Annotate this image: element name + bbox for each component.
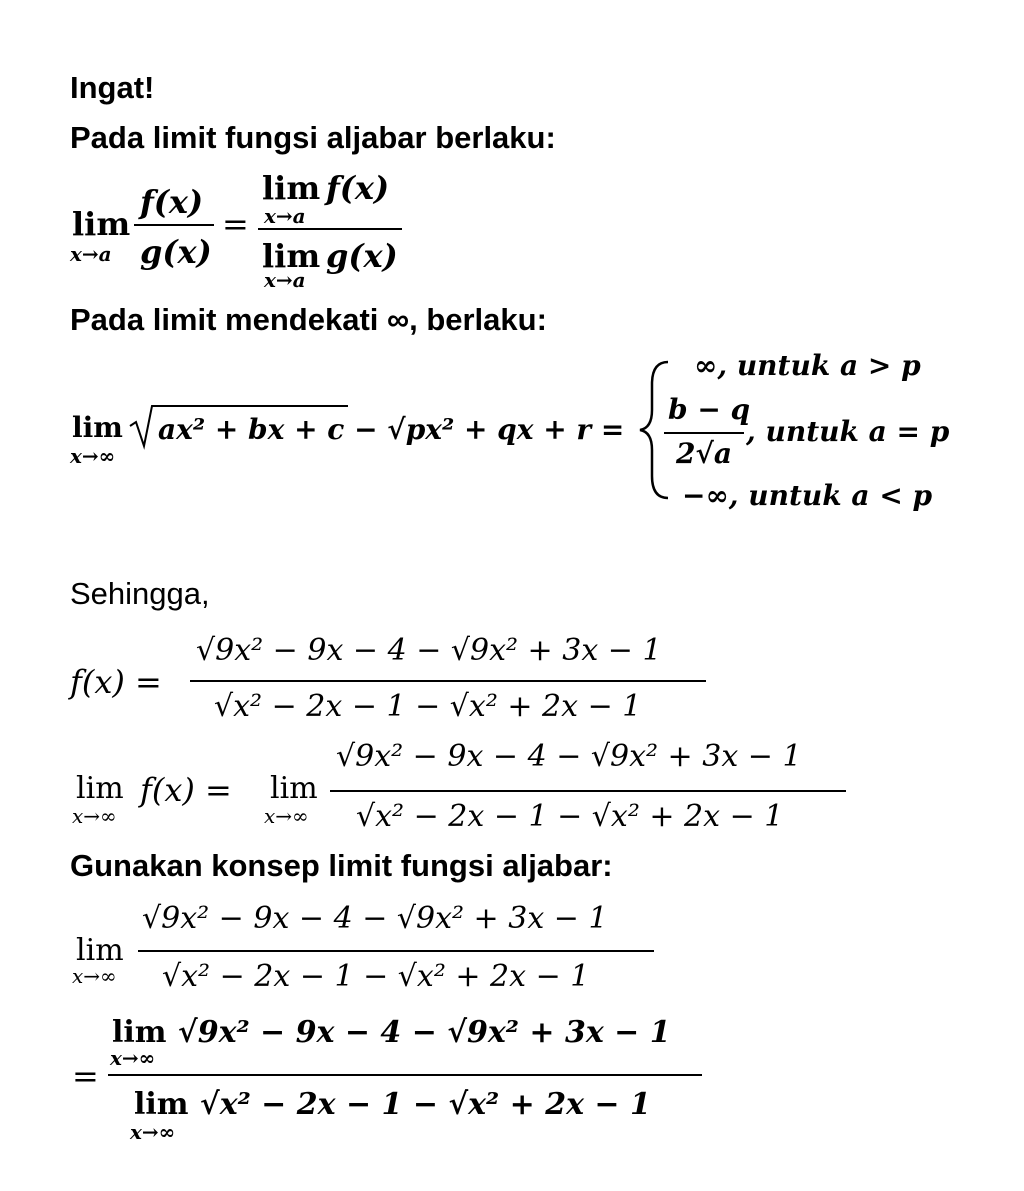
fraction-bar (330, 790, 846, 792)
lim-operator: lim (262, 237, 321, 275)
lim-subscript: x→∞ (72, 964, 117, 988)
equals-sign: = (222, 205, 249, 243)
lim-subscript: x→∞ (130, 1120, 176, 1144)
fraction-denominator: √x² − 2x − 1 − √x² + 2x − 1 (200, 1087, 651, 1122)
fraction-bar (138, 950, 654, 952)
lim-subscript: x→∞ (110, 1046, 156, 1070)
heading-konsep: Gunakan konsep limit fungsi aljabar: (70, 848, 613, 883)
lim-operator: lim (72, 411, 123, 444)
function-lhs: f(x) = (140, 771, 232, 809)
lim-operator: lim (262, 169, 321, 207)
lim-subscript: x→a (264, 268, 306, 292)
fraction-numerator: √9x² − 9x − 4 − √9x² + 3x − 1 (336, 739, 802, 774)
case-equal-condition: , untuk a = p (746, 415, 950, 448)
fraction-numerator: f(x) (140, 183, 204, 221)
fraction-denominator: g(x) (326, 237, 398, 275)
fraction-denominator: √x² − 2x − 1 − √x² + 2x − 1 (356, 799, 784, 834)
lim-subscript: x→∞ (70, 444, 116, 468)
lim-operator: lim (134, 1087, 189, 1122)
function-lhs: f(x) = (70, 663, 162, 701)
heading-ingat: Ingat! (70, 70, 155, 105)
fraction-numerator: √9x² − 9x − 4 − √9x² + 3x − 1 (196, 633, 662, 668)
lim-operator: lim (270, 771, 318, 806)
case-greater: ∞, untuk a > p (694, 349, 921, 382)
fraction-bar (108, 1074, 702, 1076)
case-equal-denominator: 2√a (676, 437, 733, 470)
lim-subscript: x→a (70, 242, 112, 266)
fraction-numerator: f(x) (326, 169, 390, 207)
lim-operator: lim (76, 771, 124, 806)
fraction-denominator: √x² − 2x − 1 − √x² + 2x − 1 (214, 689, 642, 724)
case-equal-numerator: b − q (668, 393, 751, 426)
lim-operator: lim (72, 205, 131, 243)
lim-operator: lim (76, 933, 124, 968)
lim-subscript: x→∞ (72, 804, 117, 828)
fraction-numerator: √9x² − 9x − 4 − √9x² + 3x − 1 (142, 901, 608, 936)
heading-rule-2: Pada limit mendekati ∞, berlaku: (70, 302, 547, 337)
fraction-denominator: √x² − 2x − 1 − √x² + 2x − 1 (162, 959, 590, 994)
fraction-numerator: √9x² − 9x − 4 − √9x² + 3x − 1 (178, 1015, 671, 1050)
heading-rule-1: Pada limit fungsi aljabar berlaku: (70, 120, 556, 155)
lim-subscript: x→∞ (264, 804, 309, 828)
fraction-bar (664, 432, 744, 434)
equals-sign: = (72, 1057, 99, 1095)
lim-operator: lim (112, 1015, 167, 1050)
lim-subscript: x→a (264, 204, 306, 228)
fraction-bar (190, 680, 706, 682)
case-less: −∞, untuk a < p (682, 479, 933, 512)
fraction-denominator: g(x) (140, 233, 212, 271)
label-sehingga: Sehingga, (70, 576, 210, 611)
rule2-expression: ax² + bx + c − √px² + qx + r = (158, 413, 625, 446)
